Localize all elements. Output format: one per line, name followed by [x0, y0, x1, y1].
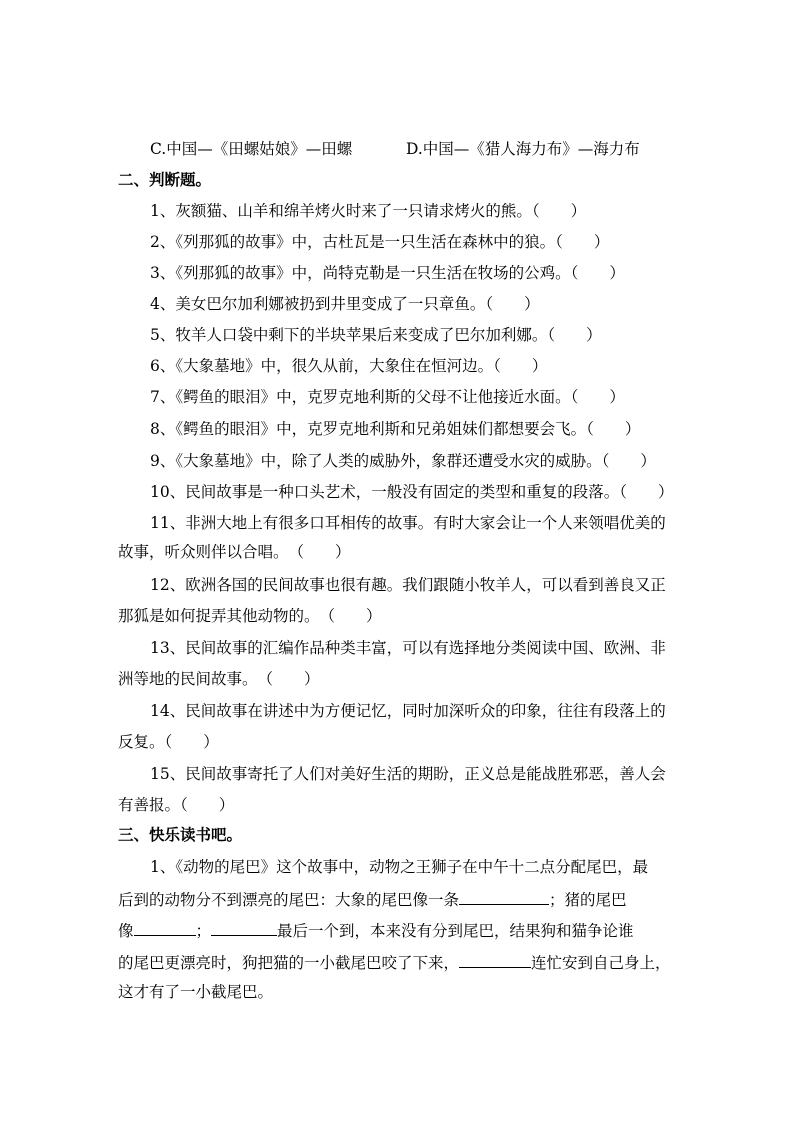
judge-item-6: 6、《大象墓地》中，很久从前，大象住在恒河边。（ ） — [150, 357, 548, 375]
fill-blank-3[interactable] — [211, 918, 277, 936]
option-d: D.中国—《猎人海力布》—海力布 — [406, 140, 640, 158]
reading-q1-text-4b: 连忙安到自己身上， — [531, 954, 671, 972]
reading-q1-line-3 — [118, 918, 678, 942]
judge-item-11-line-1: 11、非洲大地上有很多口耳相传的故事。有时大家会让一个人来领唱优美的 — [150, 514, 666, 532]
judge-item-1: 1、灰额猫、山羊和绵羊烤火时来了一只请求烤火的熊。（ ） — [150, 202, 587, 220]
judge-item-2: 2、《列那狐的故事》中，古杜瓦是一只生活在森林中的狼。（ ） — [150, 233, 610, 251]
fill-blank-1[interactable] — [459, 887, 549, 905]
reading-q1-line-2 — [118, 887, 678, 911]
judge-item-14-line-1: 14、民间故事在讲述中为方便记忆，同时加深听众的印象，往往有段落上的 — [150, 702, 666, 720]
judge-item-5: 5、牧羊人口袋中剩下的半块苹果后来变成了巴尔加利娜。（ ） — [150, 326, 602, 344]
reading-q1-text-2b: ；猪的尾巴 — [549, 891, 627, 909]
judge-item-15-line-1: 15、民间故事寄托了人们对美好生活的期盼，正义总是能战胜邪恶，善人会 — [150, 765, 666, 783]
judge-item-4: 4、美女巴尔加利娜被扔到井里变成了一只章鱼。（ ） — [150, 295, 540, 313]
reading-q1-line-1: 1、《动物的尾巴》这个故事中，动物之王狮子在中午十二点分配尾巴，最 — [150, 858, 649, 876]
options-row — [150, 138, 670, 160]
reading-q1-text-3a: 像 — [118, 922, 134, 940]
fill-blank-2[interactable] — [134, 918, 196, 936]
reading-q1-line-4 — [118, 950, 678, 974]
judge-item-7: 7、《鳄鱼的眼泪》中，克罗克地利斯的父母不让他接近水面。（ ） — [150, 388, 625, 406]
judge-item-12-line-1: 12、欧洲各国的民间故事也很有趣。我们跟随小牧羊人，可以看到善良又正 — [150, 576, 666, 594]
reading-q1-text-4a: 的尾巴更漂亮时，狗把猫的一小截尾巴咬了下来， — [118, 954, 460, 972]
judge-item-12-line-2: 那狐是如何捉弄其他动物的。 （ ） — [118, 607, 382, 625]
judge-item-10: 10、民间故事是一种口头艺术，一般没有固定的类型和重复的段落。（ ） — [150, 483, 674, 501]
reading-q1-line-5: 这才有了一小截尾巴。 — [118, 983, 274, 1001]
section-2-title: 二、判断题。 — [118, 170, 212, 189]
option-c: C.中国—《田螺姑娘》—田螺 — [150, 140, 353, 158]
judge-item-8: 8、《鳄鱼的眼泪》中，克罗克地利斯和兄弟姐妹们都想要会飞。（ ） — [150, 420, 641, 438]
judge-item-9: 9、《大象墓地》中，除了人类的威胁外，象群还遭受水灾的威胁。（ ） — [150, 452, 656, 470]
fill-blank-4[interactable] — [459, 950, 531, 968]
judge-item-3: 3、《列那狐的故事》中，尚特克勒是一只生活在牧场的公鸡。（ ） — [150, 264, 625, 282]
judge-item-14-line-2: 反复。（ ） — [118, 733, 219, 751]
judge-item-13-line-2: 洲等地的民间故事。 （ ） — [118, 670, 320, 688]
judge-item-11-line-2: 故事，听众则伴以合唱。 （ ） — [118, 543, 351, 561]
judge-item-13-line-1: 13、民间故事的汇编作品种类丰富，可以有选择地分类阅读中国、欧洲、非 — [150, 639, 666, 657]
reading-q1-text-3b: ； — [195, 922, 212, 940]
judge-item-15-line-2: 有善报。（ ） — [118, 796, 235, 814]
reading-q1-text-2a: 后到的动物分不到漂亮的尾巴：大象的尾巴像一条 — [118, 891, 460, 909]
reading-q1-text-3c: 最后一个到，本来没有分到尾巴，结果狗和猫争论谁 — [277, 922, 634, 940]
section-3-title: 三、快乐读书吧。 — [118, 825, 243, 844]
